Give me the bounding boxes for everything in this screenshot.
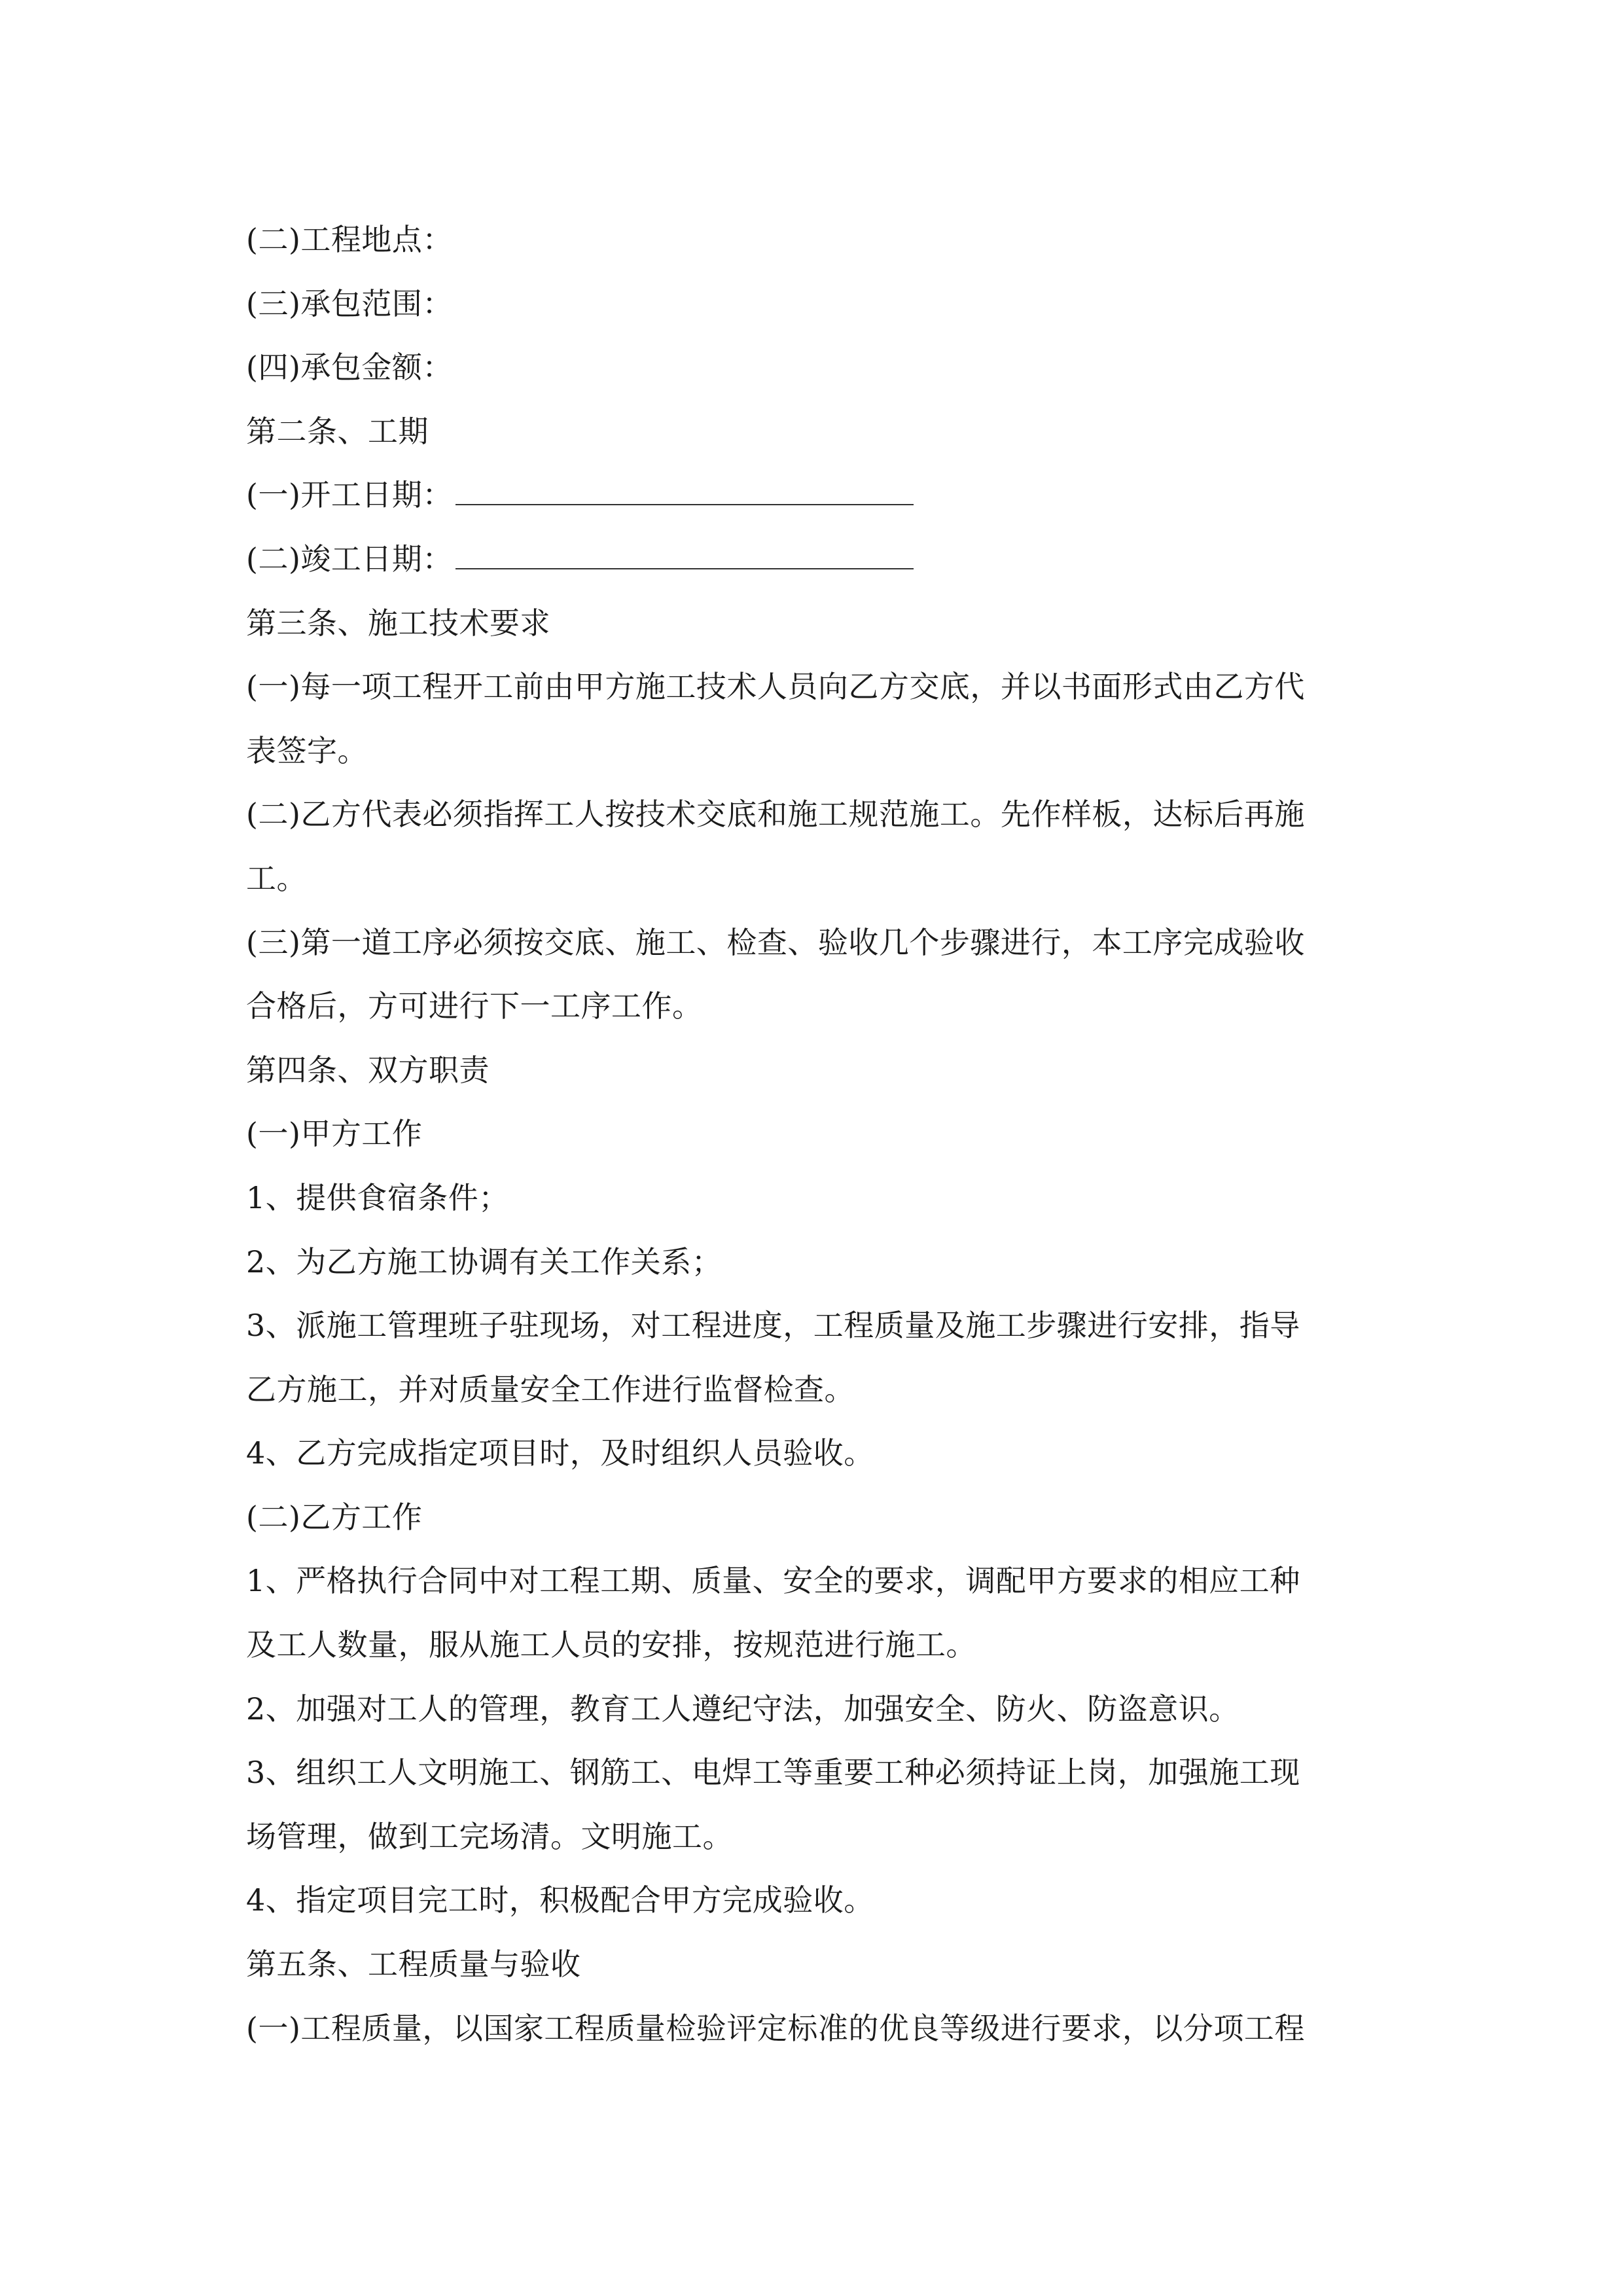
paragraph-line: [246, 1549, 1378, 1613]
article-2-heading: [246, 400, 1378, 464]
document-body: [246, 208, 1378, 2060]
item-start-date: [246, 463, 1378, 528]
paragraph-line: [246, 847, 1378, 911]
item-project-location: [246, 208, 1378, 272]
item-contract-scope: [246, 272, 1378, 336]
paragraph-line-text: 及工人数量，服从施工人员的安排，按规范进行施工。: [246, 1627, 976, 1663]
article-4-heading: [246, 1039, 1378, 1103]
paragraph-line-text: 合格后，方可进行下一工序工作。: [246, 988, 703, 1024]
paragraph-line: [246, 1294, 1378, 1358]
paragraph-line-text: 2、加强对工人的管理，教育工人遵纪守法，加强安全、防火、防盗意识。: [246, 1691, 1240, 1727]
article-4-heading-text: 第四条、双方职责: [246, 1052, 490, 1088]
paragraph-line: [246, 1166, 1378, 1230]
item-contract-amount: [246, 336, 1378, 400]
party-b-duties-heading: [246, 1486, 1378, 1550]
item-completion-date-text: (二)竣工日期：: [246, 541, 453, 577]
paragraph-line: [246, 655, 1378, 719]
paragraph-line: [246, 1422, 1378, 1486]
paragraph-line: [246, 1869, 1378, 1933]
paragraph-line-text: 3、派施工管理班子驻现场，对工程进度，工程质量及施工步骤进行安排，指导: [246, 1308, 1300, 1344]
item-completion-date: [246, 528, 1378, 592]
paragraph-line-text: 工。: [246, 860, 307, 896]
paragraph-line: [246, 975, 1378, 1039]
paragraph-line: [246, 1613, 1378, 1677]
article-5-heading-text: 第五条、工程质量与验收: [246, 1946, 581, 1982]
paragraph-line-text: 场管理，做到工完场清。文明施工。: [246, 1818, 733, 1854]
paragraph-line-text: 2、为乙方施工协调有关工作关系；: [246, 1244, 722, 1280]
paragraph-line-text: 4、指定项目完工时，积极配合甲方完成验收。: [246, 1882, 874, 1918]
paragraph-line: [246, 1805, 1378, 1869]
article-3-heading: [246, 592, 1378, 656]
party-b-duties-heading-text: (二)乙方工作: [246, 1499, 423, 1535]
party-a-duties-heading: [246, 1102, 1378, 1166]
paragraph-line: [246, 1230, 1378, 1295]
article-3-heading-text: 第三条、施工技术要求: [246, 605, 550, 641]
paragraph-line: [246, 719, 1378, 783]
paragraph-line-text: 3、组织工人文明施工、钢筋工、电焊工等重要工种必须持证上岗，加强施工现: [246, 1755, 1300, 1791]
paragraph-line-text: 乙方施工，并对质量安全工作进行监督检查。: [246, 1371, 855, 1407]
paragraph-line: [246, 783, 1378, 847]
paragraph-line: [246, 1358, 1378, 1422]
item-contract-scope-text: (三)承包范围：: [246, 285, 453, 321]
article-2-heading-text: 第二条、工期: [246, 413, 429, 449]
paragraph-line-text: (一)每一项工程开工前由甲方施工技术人员向乙方交底，并以书面形式由乙方代: [246, 669, 1305, 705]
start-date-blank-line: [455, 463, 914, 505]
paragraph-line: [246, 1741, 1378, 1805]
article-5-heading: [246, 1933, 1378, 1997]
paragraph-line-text: (一)工程质量，以国家工程质量检验评定标准的优良等级进行要求，以分项工程: [246, 2010, 1305, 2046]
paragraph-line-text: 1、提供食宿条件；: [246, 1179, 509, 1215]
paragraph-line-text: 4、乙方完成指定项目时，及时组织人员验收。: [246, 1435, 874, 1471]
paragraph-line: [246, 911, 1378, 975]
paragraph-line-text: (三)第一道工序必须按交底、施工、检查、验收几个步骤进行，本工序完成验收: [246, 924, 1305, 960]
paragraph-line: [246, 1677, 1378, 1742]
paragraph-line-text: 表签字。: [246, 732, 368, 768]
party-a-duties-heading-text: (一)甲方工作: [246, 1116, 423, 1152]
paragraph-line-text: (二)乙方代表必须指挥工人按技术交底和施工规范施工。先作样板，达标后再施: [246, 797, 1305, 833]
item-project-location-text: (二)工程地点：: [246, 222, 453, 257]
completion-date-blank-line: [455, 528, 914, 569]
item-contract-amount-text: (四)承包金额：: [246, 350, 453, 386]
paragraph-line: [246, 1997, 1378, 2061]
paragraph-line-text: 1、严格执行合同中对工程工期、质量、安全的要求，调配甲方要求的相应工种: [246, 1563, 1300, 1599]
item-start-date-text: (一)开工日期：: [246, 477, 453, 513]
